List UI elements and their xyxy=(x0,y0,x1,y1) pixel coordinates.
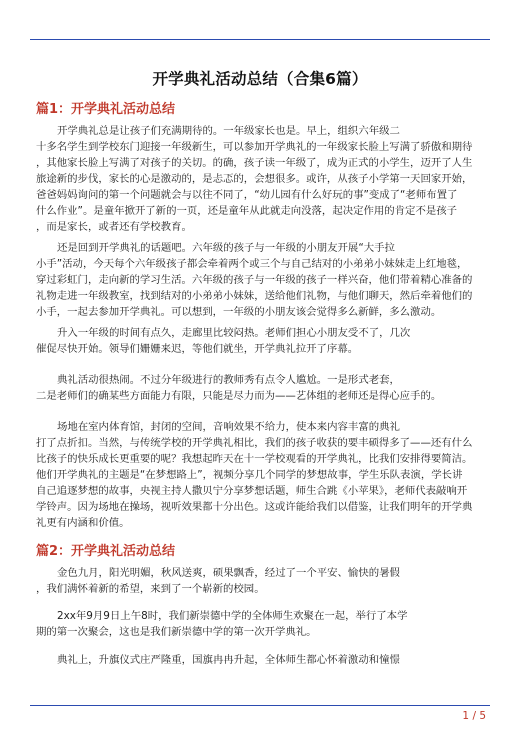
paragraph xyxy=(36,325,484,357)
text-line: 二是老师们的确某些方面能力有限，只能是尽力而为——艺体组的老师还是得心应手的。 xyxy=(36,390,442,402)
text-line: 小手”活动，今天每个六年级孩子都会牵着两个或三个与自己结对的小弟弟小妹妹走上红地毯， xyxy=(36,258,468,270)
text-line: 打了点折扣。当然，与传统学校的开学典礼相比，我们的孩子收获的要丰硕得多了——还有什么 xyxy=(36,437,473,449)
paragraph xyxy=(36,123,484,235)
text-line: ，我们满怀着新的希望，来到了一个崭新的校园。 xyxy=(36,583,265,595)
section-heading: 篇1：开学典礼活动总结 xyxy=(36,102,176,117)
text-line: 期的第一次聚会，这也是我们新崇德中学的第一次开学典礼。 xyxy=(36,626,317,638)
text-line: ，其他家长脸上写满了对孩子的关切。的确，孩子读一年级了，成为正式的小学生，迈开了人生 xyxy=(36,157,473,169)
paragraph xyxy=(36,608,484,640)
text-line: 升入一年级的时间有点久，走廊里比较闷热。老师们担心小朋友受不了，几次 xyxy=(57,327,411,339)
text-line: 典礼上，升旗仪式庄严隆重，国旗冉冉升起，全体师生都心怀着激动和憧憬 xyxy=(57,654,400,666)
text-line: 礼物走进一年级教室，找到结对的小弟弟小妹妹，送给他们礼物，与他们聊天，然后牵着他们的 xyxy=(36,290,473,302)
text-line: 开学典礼总是让孩子们充满期待的。一年级家长也是。早上，组织六年级二 xyxy=(57,125,400,137)
text-line: 什么作业”。是童年掀开了新的一页，还是童年从此就走向没落，起决定作用的肯定不是孩子 xyxy=(36,205,458,217)
text-line: ，而是家长，或者还有学校教育。 xyxy=(36,221,192,233)
text-line: 他们开学典礼的主题是“在梦想路上”，视频分享几个同学的梦想故事，学生乐队表演，学长讲 xyxy=(36,469,463,481)
text-line: 穿过彩虹门，走向新的学习生活。六年级的孩子与一年级的孩子一样兴奋，他们带着精心准备的 xyxy=(36,274,473,286)
page-number: 1 / 5 xyxy=(462,710,486,722)
text-line: 十多名学生到学校东门迎接一年级新生，可以参加开学典礼的一年级家长脸上写满了骄傲和期待 xyxy=(36,141,473,153)
paragraph xyxy=(36,419,484,531)
text-line: 场地在室内体育馆，封闭的空间，音响效果不给力，使本来内容丰富的典礼 xyxy=(57,421,400,433)
paragraph xyxy=(36,652,484,668)
text-line: 小手，一起去参加开学典礼。可以想到，一年级的小朋友该会觉得多么新鲜，多么激动。 xyxy=(36,306,442,318)
text-line: 典礼活动很热闹。不过分年级进行的教师秀有点令人尴尬。一是形式老套， xyxy=(57,374,400,386)
paragraph xyxy=(36,372,484,404)
paragraph xyxy=(36,240,484,320)
text-line: 学铃声。因为场地在操场，视听效果都十分出色。这或许能给我们以借鉴，让我们明年的开学典 xyxy=(36,501,473,513)
header-rule xyxy=(30,39,490,40)
text-line: 爸爸妈妈询问的第一个问题就会与以往不同了，“幼儿园有什么好玩的事”变成了“老师布置了 xyxy=(36,189,458,201)
text-line: 催促尽快开始。领导们姗姗来迟，等他们就坐，开学典礼拉开了序幕。 xyxy=(36,343,359,355)
text-line: 金色九月，阳光明媚，秋风送爽，硕果飘香，经过了一个平安、愉快的暑假 xyxy=(57,567,400,579)
paragraph xyxy=(36,565,484,597)
text-line: 自己追逐梦想的故事，央视主持人撒贝宁分享梦想话题，师生合跳《小苹果》，老师代表敲响开 xyxy=(36,485,468,497)
section-heading: 篇2：开学典礼活动总结 xyxy=(36,544,176,559)
text-line: 2xx年9月9日上午8时，我们新崇德中学的全体师生欢聚在一起，举行了本学 xyxy=(57,610,408,622)
footer-rule xyxy=(30,705,490,706)
text-line: 旅途新的步伐，家长的心是激动的，是忐忑的，会想很多。或许，从孩子小学第一天回家开始， xyxy=(36,173,473,185)
document-title: 开学典礼活动总结（合集6篇） xyxy=(152,70,368,88)
text-line: 还是回到开学典礼的话题吧。六年级的孩子与一年级的小朋友开展“大手拉 xyxy=(57,242,395,254)
text-line: 礼更有内涵和价值。 xyxy=(36,517,130,529)
text-line: 比孩子的快乐成长更重要的呢？我想起昨天在十一学校观看的开学典礼，比我们安排得要简洁。 xyxy=(36,453,473,465)
